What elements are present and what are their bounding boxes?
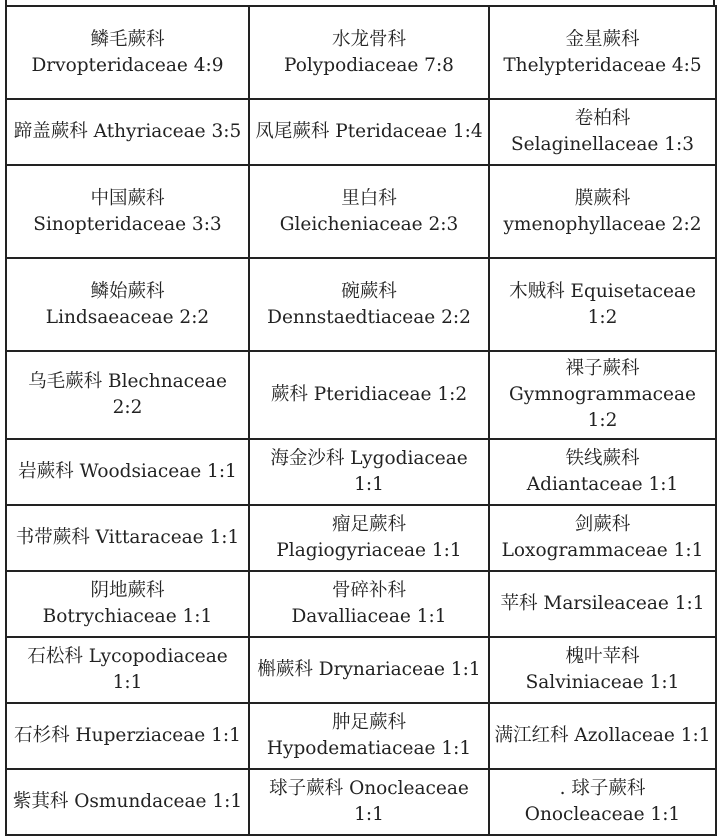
- family-name: 铁线蕨科: [565, 448, 640, 469]
- table-row: [6, 99, 716, 165]
- family-name: 阴地蕨科: [90, 580, 165, 601]
- table-cell: [6, 439, 249, 505]
- family-scientific-name: Woodsiaceae 1:1: [79, 461, 237, 482]
- table-cell: [489, 505, 716, 571]
- family-scientific-name: Gymnogrammaceae 1:2: [509, 384, 696, 431]
- family-scientific-name: Sinopteridaceae 3:3: [33, 213, 222, 235]
- family-name: 槲蕨科: [257, 659, 313, 680]
- family-name: 紫萁科: [12, 791, 69, 812]
- table-cell: [6, 258, 249, 351]
- table-cell: [489, 165, 716, 258]
- family-name: 肿足蕨科: [331, 712, 406, 733]
- table-cell: [6, 99, 249, 165]
- family-name: 水龙骨科: [331, 28, 406, 50]
- table-cell: [249, 769, 489, 835]
- family-name: 剑蕨科: [574, 514, 631, 535]
- table-row: [6, 165, 716, 258]
- family-scientific-name: Gleicheniaceae 2:3: [279, 213, 459, 235]
- table-cell: [6, 571, 249, 637]
- table-cell: [6, 505, 249, 571]
- table-row: [6, 637, 716, 703]
- family-scientific-name: Osmundaceae 1:1: [74, 791, 243, 812]
- table-cell: [489, 703, 716, 769]
- family-scientific-name: Hypodematiaceae 1:1: [266, 738, 472, 759]
- family-name: 球子蕨科: [269, 778, 344, 799]
- fern-family-table: [5, 5, 717, 836]
- table-cell: [249, 703, 489, 769]
- table-cell: [489, 258, 716, 351]
- table-cell: [249, 571, 489, 637]
- family-name: 里白科: [341, 187, 397, 209]
- table-cell: [6, 637, 249, 703]
- table-row: [6, 703, 716, 769]
- table-cell: [249, 351, 489, 439]
- table-cell: [489, 351, 716, 439]
- table-cell: [249, 165, 489, 258]
- family-name: 石松科: [27, 646, 83, 667]
- family-name: 碗蕨科: [341, 280, 397, 302]
- family-scientific-name: Equisetaceae 1:2: [570, 280, 696, 328]
- family-name: 卷柏科: [574, 108, 631, 129]
- table-cell: [489, 6, 716, 99]
- family-scientific-name: Davalliaceae 1:1: [291, 606, 447, 627]
- table-row: [6, 258, 716, 351]
- family-name: 中国蕨科: [90, 187, 165, 209]
- table-row: [6, 571, 716, 637]
- family-name: 槐叶苹科: [565, 646, 640, 667]
- family-name: 木贼科: [509, 280, 565, 302]
- family-scientific-name: Lycopodiaceae 1:1: [88, 646, 228, 693]
- family-scientific-name: Thelypteridaceae 4:5: [503, 54, 702, 76]
- family-name: . 球子蕨科: [559, 778, 646, 799]
- table-cell: [249, 637, 489, 703]
- table-row: [6, 351, 716, 439]
- family-name: 鳞始蕨科: [90, 280, 165, 302]
- table-cell: [249, 258, 489, 351]
- family-name: 蹄盖蕨科: [13, 121, 88, 142]
- family-scientific-name: Blechnaceae 2:2: [107, 371, 227, 418]
- table-cell: [489, 571, 716, 637]
- family-scientific-name: Athyriaceae 3:5: [93, 121, 242, 142]
- table-cell: [249, 99, 489, 165]
- table-row: [6, 6, 716, 99]
- family-scientific-name: Loxogrammaceae 1:1: [501, 540, 704, 561]
- family-name: 苹科: [500, 593, 538, 614]
- table-cell: [489, 99, 716, 165]
- family-name: 满江红科: [494, 725, 569, 746]
- family-scientific-name: Huperziaceae 1:1: [75, 725, 241, 746]
- table-cell: [6, 6, 249, 99]
- table-cell: [249, 6, 489, 99]
- family-name: 乌毛蕨科: [28, 371, 103, 392]
- table-row: [6, 505, 716, 571]
- family-name: 瘤足蕨科: [331, 514, 406, 535]
- family-name: 凤尾蕨科: [255, 121, 330, 142]
- family-scientific-name: Pteridiaceae 1:2: [313, 384, 468, 405]
- family-name: 石杉科: [14, 725, 70, 746]
- family-name: 骨碎补科: [331, 580, 406, 601]
- family-scientific-name: Plagiogyriaceae 1:1: [276, 540, 462, 561]
- family-scientific-name: Vittaraceae 1:1: [95, 527, 240, 548]
- family-name: 裸子蕨科: [565, 358, 640, 379]
- table-cell: [6, 703, 249, 769]
- family-scientific-name: Selaginellaceae 1:3: [511, 134, 694, 155]
- family-scientific-name: Salviniaceae 1:1: [525, 672, 680, 693]
- family-scientific-name: Drvopteridaceae 4:9: [31, 54, 224, 76]
- family-scientific-name: Onocleaceae 1:1: [524, 804, 681, 825]
- table-row: [6, 439, 716, 505]
- family-name: 膜蕨科: [574, 187, 631, 209]
- table-cell: [249, 505, 489, 571]
- table-row: [6, 769, 716, 835]
- family-scientific-name: Azollaceae 1:1: [574, 725, 711, 746]
- family-name: 书带蕨科: [15, 527, 90, 548]
- family-scientific-name: Botrychiaceae 1:1: [42, 606, 213, 627]
- table-cell: [489, 637, 716, 703]
- family-scientific-name: Marsileaceae 1:1: [543, 593, 705, 614]
- table-cell: [249, 439, 489, 505]
- family-scientific-name: Polypodiaceae 7:8: [284, 54, 454, 76]
- family-scientific-name: Dennstaedtiaceae 2:2: [267, 306, 471, 328]
- family-scientific-name: Drynariaceae 1:1: [318, 659, 481, 680]
- family-scientific-name: Lygodiaceae 1:1: [350, 448, 468, 495]
- family-scientific-name: Onocleaceae 1:1: [349, 778, 469, 825]
- family-name: 蕨科: [270, 384, 308, 405]
- table-cell: [6, 165, 249, 258]
- table-cell: [6, 769, 249, 835]
- table-cell: [6, 351, 249, 439]
- family-name: 鳞毛蕨科: [90, 28, 165, 50]
- family-name: 金星蕨科: [565, 28, 640, 50]
- family-scientific-name: Lindsaeaceae 2:2: [45, 306, 210, 328]
- family-scientific-name: ymenophyllaceae 2:2: [503, 213, 702, 235]
- family-name: 海金沙科: [270, 448, 345, 469]
- family-name: 岩蕨科: [18, 461, 74, 482]
- family-scientific-name: Pteridaceae 1:4: [335, 121, 483, 142]
- family-scientific-name: Adiantaceae 1:1: [526, 474, 679, 495]
- table-cell: [489, 439, 716, 505]
- table-cell: [489, 769, 716, 835]
